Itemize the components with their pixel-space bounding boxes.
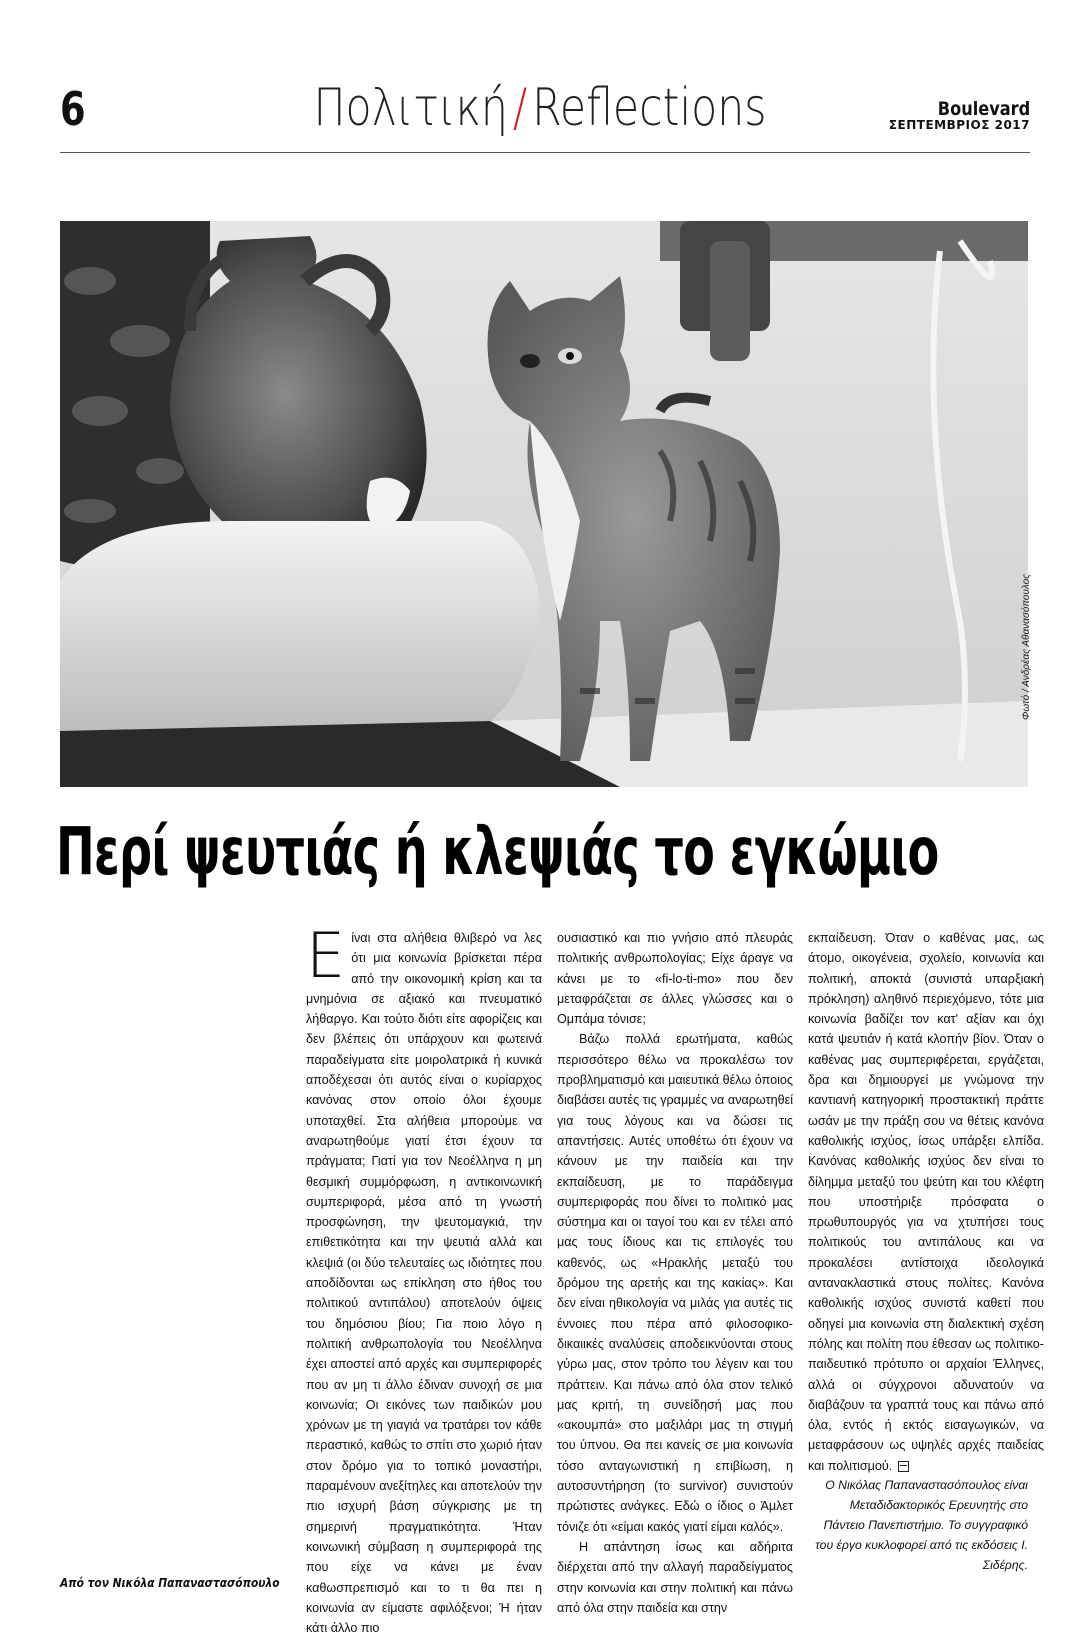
cat-and-jug-illustration	[60, 221, 1028, 787]
brand-name: Boulevard	[937, 98, 1030, 120]
issue-date: ΣΕΠΤΕΜΒΡΙΟΣ 2017	[888, 118, 1030, 132]
author-bio: Ο Νικόλας Παπαναστασόπουλος είναι Μεταδιδακτορικός Ερευνητής στο Πάντειο Πανεπιστήμιο. Το συγγραφικό του έργο κυκλοφορεί από τις εκδόσεις Ι. Σιδέρης.	[815, 1478, 1028, 1572]
article-column-2	[557, 928, 793, 1618]
paragraph: Η απάντηση ίσως και αδήριτα διέρχεται από την αλλαγή παραδείγματος στην κοινωνία και στην πολιτική και πάνω από όλα στην παιδεία και στην	[557, 1539, 793, 1615]
paragraph-text: εκπαίδευση. Όταν ο καθένας μας, ως άτομο, οικογένεια, σχολείο, κοινωνία και πολιτική, αποκτά (συνιστά υπαρξιακή πρόκληση) αληθινό περιεχόμενο, τότε μια κοινωνία βαδίζει τον κατ' αξίαν και όχι κατά ψευτιάν ή κατά κλοπήν βίον. Όταν ο καθένας μας συμπεριφέρεται, εργάζεται, δρα και δημιουργεί με γνώμονα την καντιανή κατηγορική προστακτική πράττε ωσάν με την πράξη σου να θέτεις κανόνα καθολικής ισχύος, ίσως υπάρξει ελπίδα. Κανόνας καθολικής ισχύος δεν είναι το δίλημμα μεταξύ του ψεύτη και του κλέφτη που υποστήριξε πρόσφατα ο πρωθυπουργός για να χτυπήσει τους πολιτικούς του αντιπάλους και να προκαλέσει αντίστοιχα ιδεολογικά αντανακλαστικά στους πολίτες. Κανόνα καθολικής ισχύος συνιστά καθετί που οδηγεί μια κοινωνία στη διαλεκτική σχέση πόλης και πολίτη που έθεσαν ως πολιτικο-παιδευτικό πρότυπο οι αρχαίοι Έλληνες, αλλά οι σύγχρονοι αδυνατούν να διαβάζουν τα γραπτά τους και πάνω από όλα, εντός ή εκτός εισαγωγικών, να μεταφράσουν ως υψηλές αρχές παιδείας και πολιτισμού.	[808, 931, 1044, 1473]
header-rule	[60, 152, 1030, 153]
section-title-greek: Πολιτική	[313, 78, 508, 138]
page-number: 6	[60, 82, 85, 136]
paragraph	[306, 919, 542, 1638]
section-title	[97, 78, 983, 138]
article-end-icon	[898, 1461, 909, 1472]
author-byline: Από τον Νικόλα Παπαναστασόπουλο	[60, 1575, 280, 1590]
article-photo	[60, 221, 1028, 787]
photo-credit-text: Φωτό / Ανδρέας Αθανασόπουλος	[1021, 573, 1032, 720]
article-column-1	[306, 919, 542, 1638]
headline: Περί ψευτιάς ή κλεψιάς το εγκώμιο	[56, 813, 939, 890]
paragraph-text: ίναι στα αλήθεια θλιβερό να λες ότι μια κοινωνία βρίσκεται πέρα από την οικονομική κρίση και τα μνημόνια σε αξιακό και πνευματικό λήθαργο. Και τούτο διότι είτε αφορίζεις και δεν βλέπεις ότι υπάρχουν και φωτεινά παραδείγματα είτε μοιρολατρικά ή κυνικά αποδέχεσαι ότι αυτός είναι ο κυρίαρχος κανόνας στον οποίο όλοι έχουμε υποταχθεί. Στα αλήθεια μπορούμε να αναρωτηθούμε γιατί έτσι έχουν τα πράγματα; Γιατί για τον Νεοέλληνα η μη θεσμική συμμόρφωση, η αντικοινωνική συμπεριφορά, μέσα από τη γνωστή προσφώνηση, την ψευτομαγκιά, την επιθετικότητα και την ψευτιά αλλά και κλεψιά (οι δύο τελευταίες ως ιδιότητες που αποδίδονται ως επίκληση στο ήθος του πολιτικού αντιπάλου) αποτελούν όψεις του δημόσιου βίου; Για ποιο λόγο η πολιτική ανθρωπολογία του Νεοέλληνα έχει αποστεί από αρχές και συμπεριφορές που αν μη τι άλλο έδιναν συνοχή σε μια κοινωνία; Οι εικόνες των παιδικών μου χρόνων με τη γιαγιά να τρατάρει τον κάθε περαστικό, καθώς το σπίτι στο χωριό ήταν στον δρόμο για το τοπικό μοναστήρι, παραμένουν ανεξίτηλες και αποτελούν την πιο ισχυρή βάση σύγκρισης με τη σημερινή πραγματικότητα. Ήταν κοινωνική σύμβαση η συμπεριφορά της που είχε να κάνει με έναν καθωσπρεπισμό και το τι θα πει η κοινωνία αν είμαστε αφιλόξενοι; Ή ήταν κάτι άλλο πιο	[306, 931, 542, 1636]
masthead-brand	[889, 98, 1030, 132]
drop-cap: Ε	[306, 919, 346, 992]
section-title-english: Reflections	[532, 78, 767, 138]
article-column-3	[808, 928, 1044, 1476]
paragraph: ουσιαστικό και πιο γνήσιο από πλευράς πολιτικής ανθρωπολογίας; Είχε άραγε να κάνει με το «fi-lo-ti-mo» που δεν μεταφράζεται σε άλλες γλώσσες και ο Ομπάμα τόνισε;	[557, 931, 793, 1027]
section-title-separator: /	[512, 78, 528, 138]
paragraph	[808, 928, 1044, 1476]
paragraph: Βάζω πολλά ερωτήματα, καθώς περισσότερο θέλω να προκαλέσω τον προβληματισμό και μαιευτικά θέλω όποιος διαβάσει αυτές τις γραμμές να αναρωτηθεί για τους λόγους και να δώσει τις απαντήσεις. Αυτές υποθέτω ότι έχουν να κάνουν με την παιδεία και την εκπαίδευση, με το παράδειγμα συμπεριφοράς που δίνει το πολιτικό μας σύστημα και οι ταγοί του και εν τέλει από μας τους ίδιους και τις επιλογές του καθενός, ως «Ηρακλής μεταξύ του δρόμου της αρετής και της κακίας». Και δεν είναι ηθικολογία να μιλάς για αυτές τις έννοιες που πέρα από φιλοσοφικο-δικαιικές αναλύσεις αποδεικνύονται στους γύρω μας, στον τρόπο του λέγειν και του πράττειν. Και πάνω από όλα στον τελικό μας κριτή, τη συνείδησή μας που «ακουμπά» στο μαξιλάρι μας τη στιγμή του ύπνου. Θα πει κανείς σε μια κοινωνία τόσο ανταγωνιστική η επιβίωση, η αυτοσυντήρηση (το survivor) συνιστούν πρώτιστες ανάγκες. Εδώ ο ίδιος ο Άμλετ τόνιζε ότι «είμαι κακός γιατί είμαι καλός».	[557, 1032, 793, 1534]
